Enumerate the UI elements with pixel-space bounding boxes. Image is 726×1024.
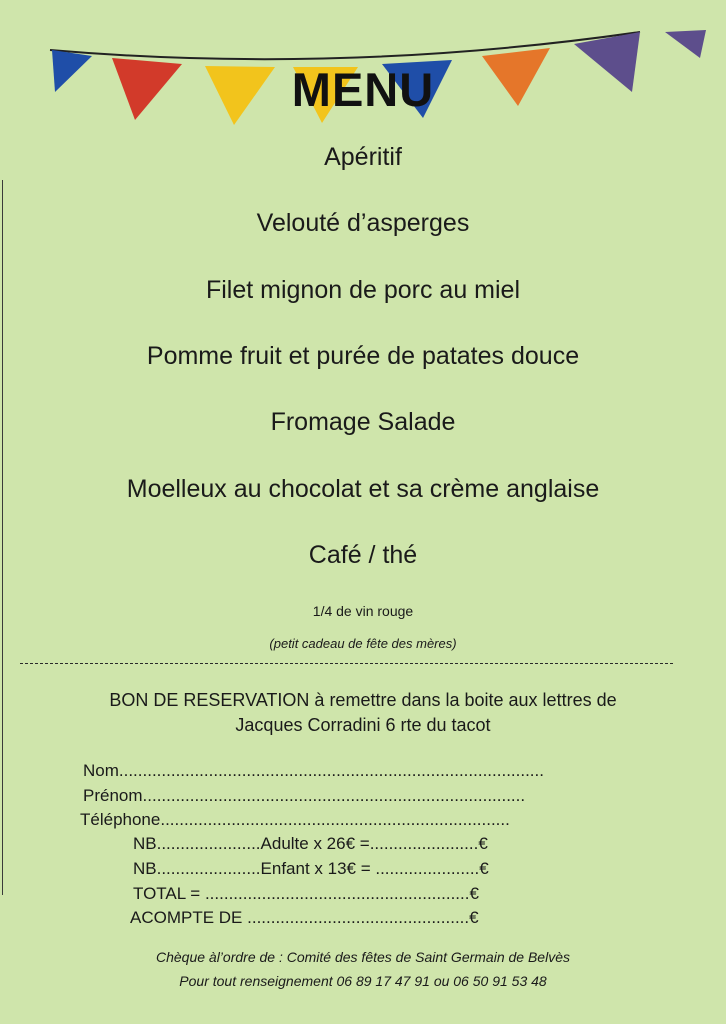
field-prenom: Prénom................................................................................. [83, 786, 526, 805]
gift-note: (petit cadeau de fête des mères) [269, 636, 457, 651]
field-telephone: Téléphone.......................................................................... [80, 810, 510, 829]
field-nb-adulte: NB......................Adulte x 26€ =.......................€ [133, 834, 488, 853]
cheque-note: Chèque àl’ordre de : Comité des fêtes de Saint Germain de Belvès [155, 949, 570, 965]
field-nom: Nom.......................................................................................... [83, 761, 544, 780]
course-pomme-puree: Pomme fruit et purée de patates douce [146, 342, 580, 370]
contact-note: Pour tout renseignement 06 89 17 47 91 ou 06 50 91 53 48 [179, 973, 547, 989]
cut-line-separator [20, 663, 673, 664]
field-total: TOTAL = ........................................................€ [133, 884, 479, 903]
course-aperitif: Apéritif [324, 143, 402, 171]
course-fromage-salade: Fromage Salade [270, 408, 456, 436]
bunting-string [50, 32, 640, 59]
course-veloute: Velouté d’asperges [256, 209, 470, 237]
field-acompte: ACOMPTE DE ...............................................€ [130, 908, 479, 927]
course-filet-mignon: Filet mignon de porc au miel [205, 276, 521, 304]
course-moelleux: Moelleux au chocolat et sa crème anglaise [126, 475, 600, 503]
field-nb-enfant: NB......................Enfant x 13€ = ......................€ [133, 859, 489, 878]
booking-heading: BON DE RESERVATION à remettre dans la boite aux lettres de [109, 690, 617, 710]
booking-address: Jacques Corradini 6 rte du tacot [235, 715, 491, 735]
menu-title: MENU [291, 63, 435, 116]
course-cafe-the: Café / thé [308, 541, 418, 569]
bunting-flag-purple-2 [665, 30, 706, 58]
wine-note: 1/4 de vin rouge [312, 603, 414, 619]
